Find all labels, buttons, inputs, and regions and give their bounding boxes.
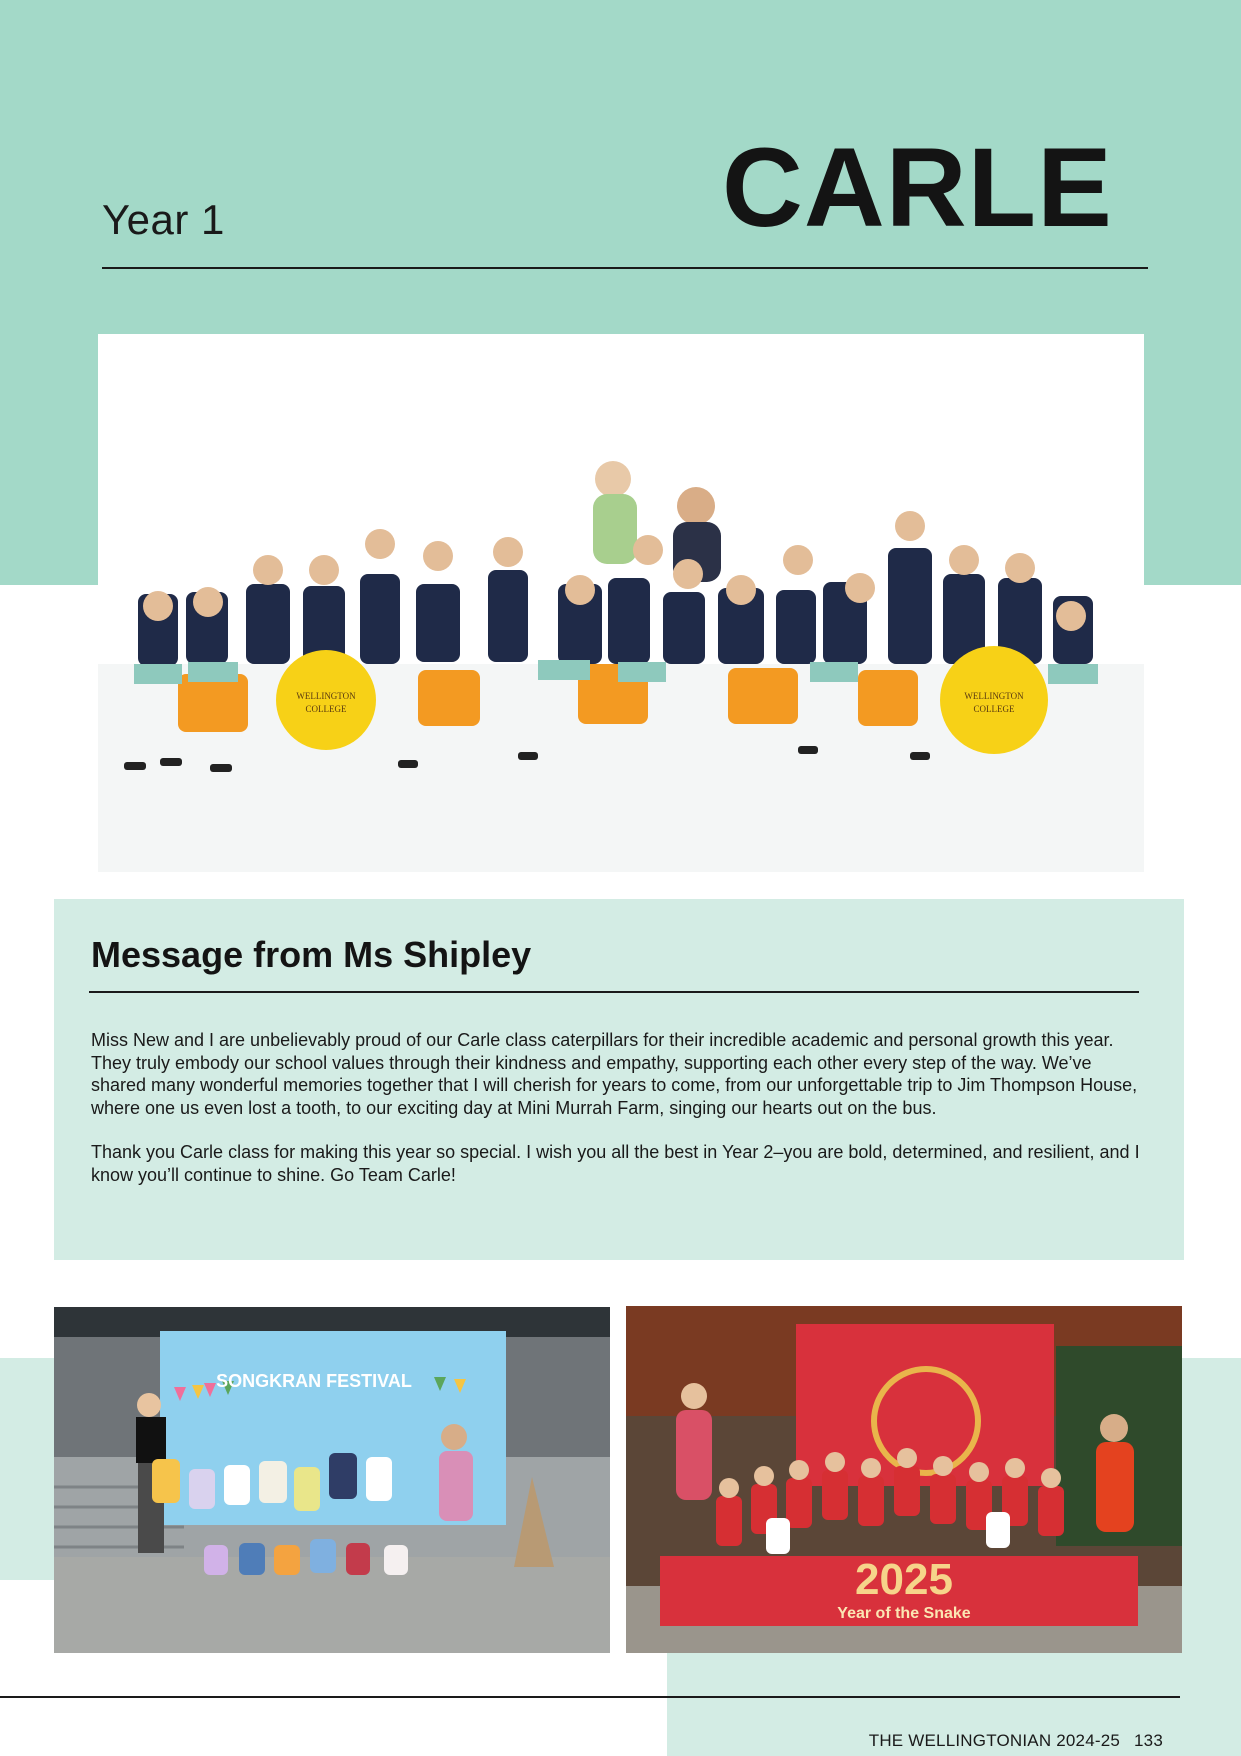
songkran-photo — [54, 1307, 610, 1653]
page-number: 133 — [1134, 1731, 1163, 1750]
footer-divider — [0, 1696, 1180, 1698]
year-of-the-snake-photo — [626, 1306, 1182, 1653]
wellington-badge-left — [276, 650, 376, 750]
publication-title: THE WELLINGTONIAN 2024-25 — [868, 1731, 1121, 1750]
svg-text:COLLEGE: COLLEGE — [305, 704, 347, 714]
svg-text:SONGKRAN FESTIVAL: SONGKRAN FESTIVAL — [216, 1371, 412, 1391]
year-label: Year 1 — [102, 196, 225, 243]
svg-text:WELLINGTON: WELLINGTON — [964, 691, 1024, 701]
class-group-photo — [98, 334, 1144, 872]
message-paragraph: Thank you Carle class for making this year so special. I wish you all the best in Year 2–you are bold, determined, and resilient, and I know you’ll continue to shine. Go Team Carle! — [91, 1142, 1140, 1185]
svg-text:WELLINGTON: WELLINGTON — [296, 691, 356, 701]
teacher-figure — [593, 461, 637, 564]
wellington-badge-right — [940, 646, 1048, 754]
message-panel — [54, 899, 1184, 1260]
svg-text:2025: 2025 — [855, 1555, 953, 1604]
message-heading: Message from Ms Shipley — [91, 934, 532, 975]
svg-text:Year of the Snake: Year of the Snake — [837, 1605, 971, 1622]
footer — [869, 1731, 1163, 1751]
decorative-block-left — [0, 1358, 56, 1580]
decorative-block-right — [1180, 1358, 1241, 1658]
svg-text:COLLEGE: COLLEGE — [973, 704, 1015, 714]
class-title: CARLE — [722, 125, 1113, 250]
header-divider — [102, 267, 1148, 269]
message-divider — [89, 991, 1139, 993]
message-paragraph: Miss New and I are unbelievably proud of our Carle class caterpillars for their incredible academic and personal growth this year. They truly embody our school values through their kindness and empathy, supporting each other every step of the way. We’ve shared many wonderful memories together that I will cherish for years to come, from our unforgettable trip to Jim Thompson House, where one us even lost a tooth, to our exciting day at Mini Murrah Farm, singing our hearts out on the bus. — [91, 1030, 1138, 1118]
message-body — [91, 1029, 1151, 1208]
